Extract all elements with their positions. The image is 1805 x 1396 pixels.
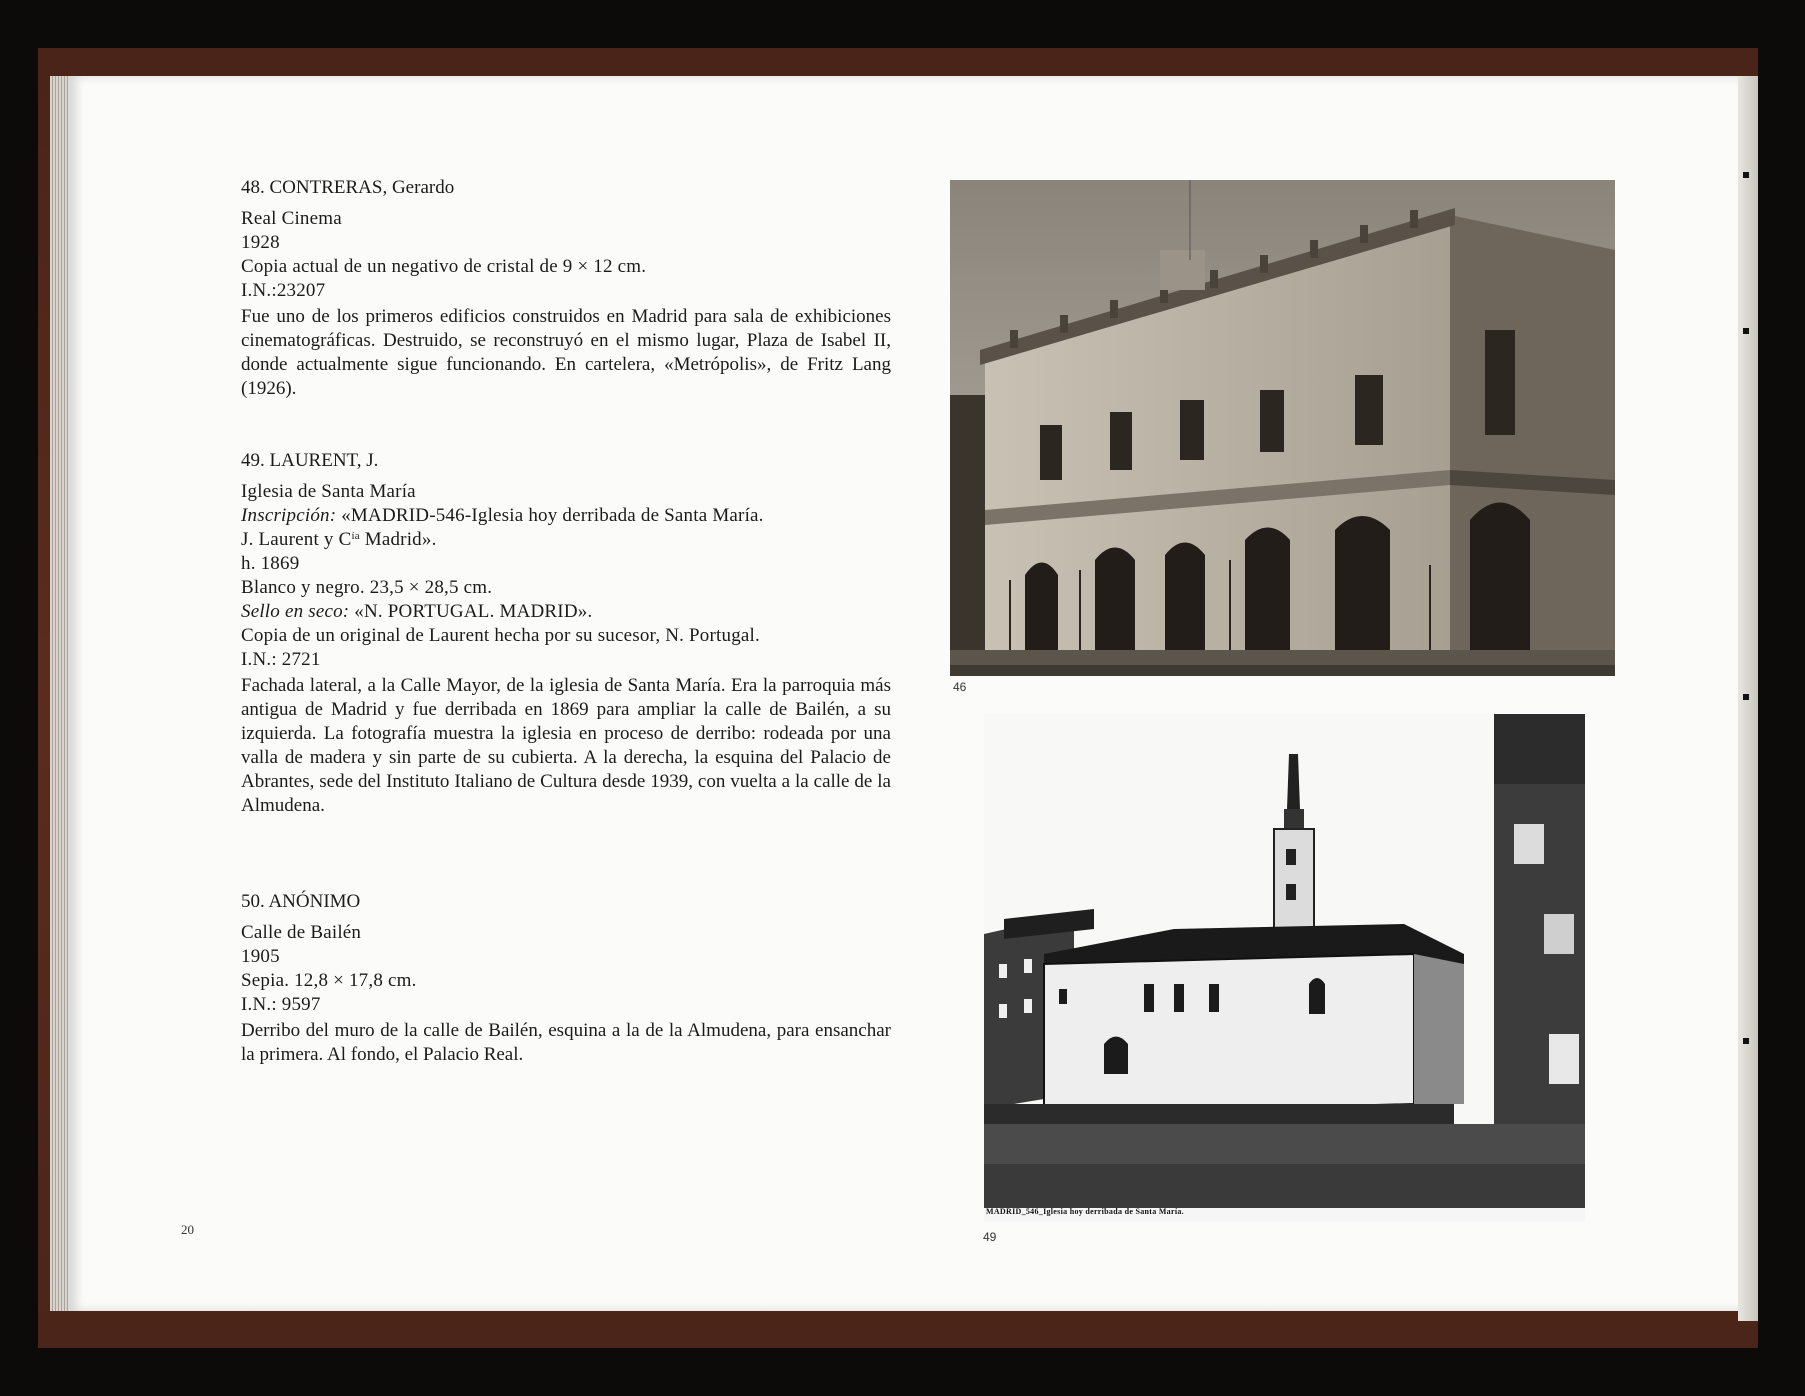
catalog-entry-50 [241, 890, 891, 1067]
entry-date: 1928 [241, 232, 280, 253]
entry-heading: 48. CONTRERAS, Gerardo [241, 177, 455, 198]
entry-title: Real Cinema [241, 208, 342, 229]
entry-date: h. 1869 [241, 553, 300, 574]
seal-label: Sello en seco: [241, 601, 350, 622]
photo-iglesia-santa-maria [984, 714, 1585, 1222]
entry-seal [241, 600, 891, 624]
entry-inventory: I.N.: 2721 [241, 649, 321, 670]
entry-date: 1905 [241, 946, 280, 967]
figure-number-49: 49 [983, 1230, 997, 1244]
figure-number-46: 46 [953, 680, 967, 694]
catalog-entry-48 [241, 176, 891, 401]
entry-inventory: I.N.:23207 [241, 280, 326, 301]
inscription-cont-a: J. Laurent y C [241, 529, 352, 550]
inscription-cont-sup: ía [351, 530, 360, 542]
entry-inventory: I.N.: 9597 [241, 994, 321, 1015]
entry-format: Sepia. 12,8 × 17,8 cm. [241, 970, 417, 991]
entry-note: Copia de un original de Laurent hecha por su sucesor, N. Portugal. [241, 625, 760, 646]
entry-title: Iglesia de Santa María [241, 481, 416, 502]
entry-description: Fue uno de los primeros edificios construidos en Madrid para sala de exhibiciones cinematográficas. Destruido, se reconstruyó en el mismo lugar, Plaza de Isabel II, donde actualmente sigue funcionando. En cartelera, «Metrópolis», de Fritz Lang (1926). [241, 306, 891, 399]
entry-description: Derribo del muro de la calle de Bailén, esquina a la de la Almudena, para ensanchar la primera. Al fondo, el Palacio Real. [241, 1020, 891, 1065]
page-number: 20 [181, 1222, 194, 1237]
catalog-entry-49 [241, 449, 891, 818]
photo-inscription: MADRID_546_Iglesia hoy derribada de Santa María. [986, 1207, 1184, 1216]
entry-heading: 49. LAURENT, J. [241, 450, 379, 471]
photo-real-cinema [950, 180, 1615, 676]
inscription-text: «MADRID-546-Iglesia hoy derribada de Santa María. [341, 505, 764, 526]
entry-inscription-cont [241, 528, 891, 552]
inscription-label: Inscripción: [241, 505, 337, 526]
right-page-edge [1738, 76, 1758, 1321]
entry-inscription [241, 504, 891, 528]
seal-text: «N. PORTUGAL. MADRID». [354, 601, 593, 622]
entry-heading: 50. ANÓNIMO [241, 891, 361, 912]
entry-description: Fachada lateral, a la Calle Mayor, de la iglesia de Santa María. Era la parroquia más antigua de Madrid y fue derribada en 1869 para ampliar la calle de Bailén, a su izquierda. La fotografía muestra la iglesia en proceso de derribo: rodeada por una valla de madera y sin parte de su cubierta. A la derecha, la esquina del Palacio de Abrantes, sede del Instituto Italiano de Cultura desde 1939, con vuelta a la calle de la Almudena. [241, 675, 891, 816]
inscription-cont-b: Madrid». [359, 529, 437, 550]
entry-format: Blanco y negro. 23,5 × 28,5 cm. [241, 577, 493, 598]
entry-title: Calle de Bailén [241, 922, 362, 943]
entry-format: Copia actual de un negativo de cristal de 9 × 12 cm. [241, 256, 647, 277]
